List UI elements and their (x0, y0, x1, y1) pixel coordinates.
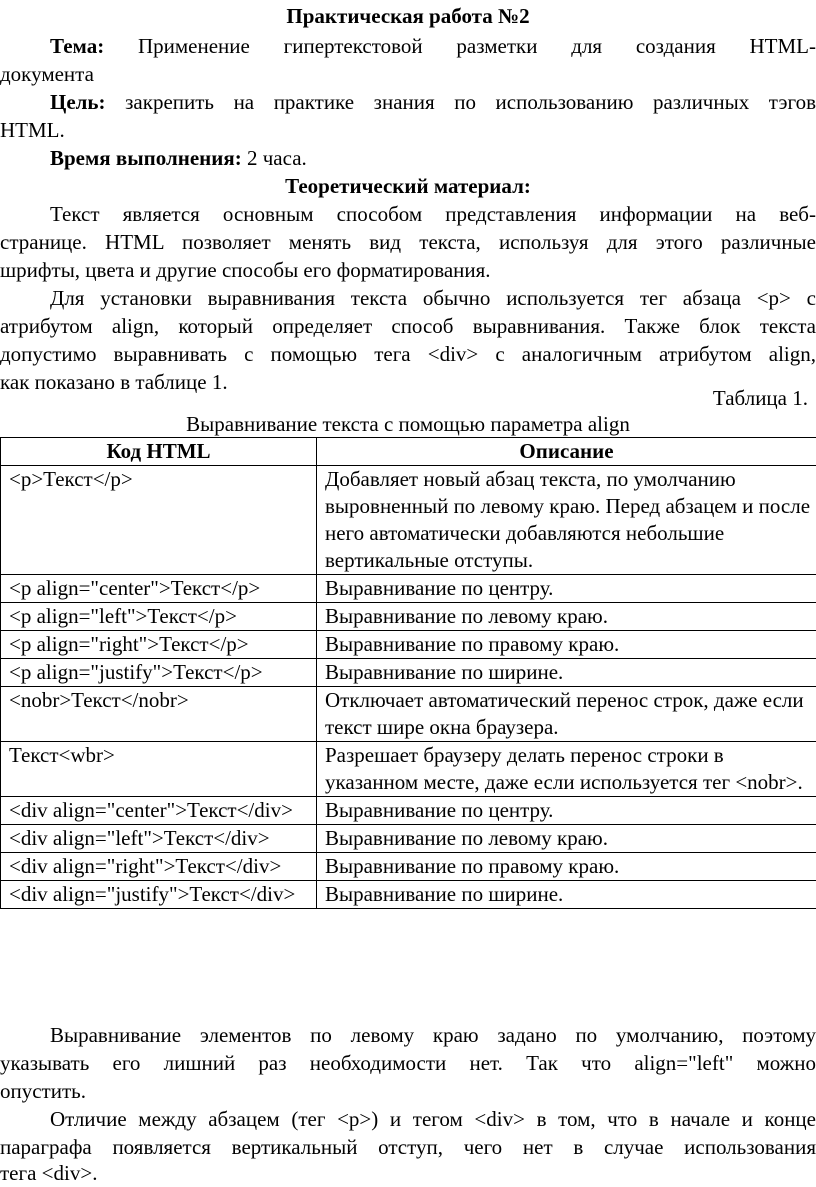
table-row (1, 853, 816, 881)
time-line (50, 144, 307, 172)
table-cell-code: <p align="left">Текст</p> (1, 603, 317, 631)
paragraph-line: как показано в таблице 1. (0, 370, 228, 394)
table-cell-description: Выравнивание по левому краю. (317, 825, 816, 853)
paragraph-line: странице. HTML позволяет менять вид текста, используя для этого различные (0, 230, 816, 254)
table-header-description: Описание (317, 438, 816, 466)
table-cell-description: Выравнивание по левому краю. (317, 603, 816, 631)
paragraph-line: Выравнивание элементов по левому краю задано по умолчанию, поэтому (50, 1023, 816, 1047)
table-cell-code: <p align="center">Текст</p> (1, 575, 317, 603)
paragraph-line: параграфа появляется вертикальный отступ, чего нет в случае использования (0, 1135, 816, 1159)
time-label: Время выполнения: (50, 146, 242, 170)
page-title: Практическая работа №2 (286, 4, 530, 28)
table-cell-description: Выравнивание по ширине. (317, 881, 816, 909)
table-cell-description: Отключает автоматический перенос строк, даже если текст шире окна браузера. (317, 687, 816, 742)
table-cell-code: <p align="justify">Текст</p> (1, 659, 317, 687)
table-row (1, 466, 816, 575)
table-row (1, 825, 816, 853)
paragraph-line: Текст является основным способом представления информации на веб- (50, 202, 816, 226)
table-row (1, 797, 816, 825)
table-cell-description: Разрешает браузеру делать перенос строки в указанном месте, даже если используется тег <nobr>. (317, 742, 816, 797)
table-cell-description: Выравнивание по центру. (317, 797, 816, 825)
paragraph-line: Для установки выравнивания текста обычно используется тег абзаца <p> с (50, 286, 816, 310)
table-cell-description: Выравнивание по ширине. (317, 659, 816, 687)
goal-line (50, 88, 816, 116)
paragraph-line: тега <div>. (0, 1161, 98, 1185)
paragraph-line: шрифты, цвета и другие способы его форматирования. (0, 258, 491, 282)
table-row (1, 603, 816, 631)
topic-text: Применение гипертекстовой разметки для создания HTML- (137, 34, 816, 58)
table-caption: Выравнивание текста с помощью параметра align (186, 412, 630, 436)
paragraph-line: Отличие между абзацем (тег <p>) и тегом <div> в том, что в начале и конце (50, 1107, 816, 1131)
table-header-row (1, 438, 816, 466)
paragraph-line: опустить. (0, 1079, 86, 1103)
paragraph-line: указывать его лишний раз необходимости нет. Так что align="left" можно (0, 1051, 816, 1075)
table-header-code: Код HTML (1, 438, 317, 466)
table-row (1, 631, 816, 659)
table-cell-code: <div align="right">Текст</div> (1, 853, 317, 881)
paragraph-line: атрибутом align, который определяет способ выравнивания. Также блок текста (0, 314, 816, 338)
theory-heading: Теоретический материал: (285, 174, 531, 198)
table-cell-code: <p>Текст</p> (1, 466, 317, 575)
topic-line (50, 32, 816, 60)
table-row (1, 881, 816, 909)
table-number: Таблица 1. (712, 386, 808, 410)
table-row (1, 575, 816, 603)
table-row (1, 659, 816, 687)
goal-line-cont: HTML. (0, 118, 65, 142)
align-table (0, 437, 816, 909)
table-cell-description: Выравнивание по правому краю. (317, 853, 816, 881)
table-row (1, 687, 816, 742)
goal-label: Цель: (50, 90, 106, 114)
topic-line-cont: документа (0, 62, 94, 86)
table-cell-code: <div align="left">Текст</div> (1, 825, 317, 853)
goal-text: закрепить на практике знания по использованию различных тэгов (125, 90, 816, 114)
table-cell-code: Текст<wbr> (1, 742, 317, 797)
table-cell-code: <div align="center">Текст</div> (1, 797, 317, 825)
table-cell-description: Добавляет новый абзац текста, по умолчанию выровненный по левому краю. Перед абзацем и после него автоматически добавляются небольшие вертикальные отступы. (317, 466, 816, 575)
table-cell-description: Выравнивание по правому краю. (317, 631, 816, 659)
time-text: 2 часа. (247, 146, 307, 170)
table-cell-description: Выравнивание по центру. (317, 575, 816, 603)
table-cell-code: <div align="justify">Текст</div> (1, 881, 317, 909)
table-cell-code: <nobr>Текст</nobr> (1, 687, 317, 742)
topic-label: Тема: (50, 34, 105, 58)
paragraph-line: допустимо выравнивать с помощью тега <div> с аналогичным атрибутом align, (0, 342, 816, 366)
table-cell-code: <p align="right">Текст</p> (1, 631, 317, 659)
table-row (1, 742, 816, 797)
